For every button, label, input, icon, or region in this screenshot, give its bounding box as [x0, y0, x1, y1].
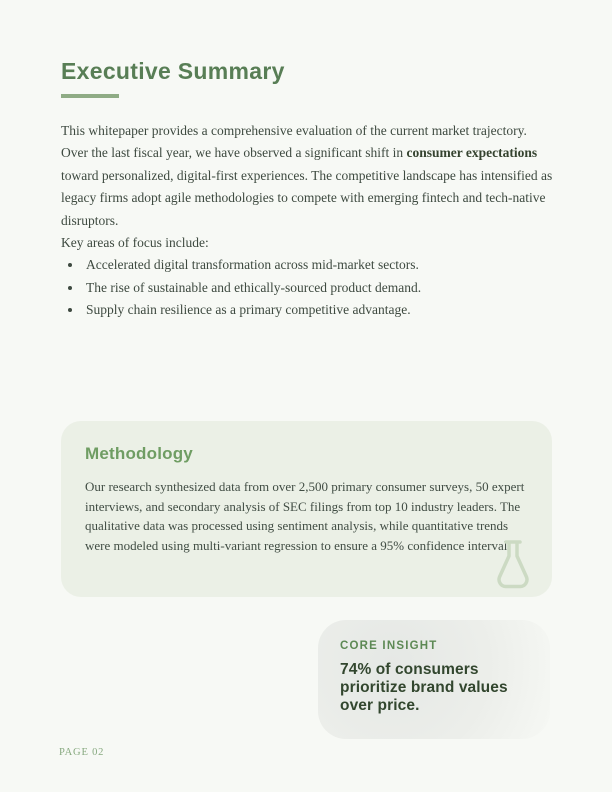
intro-paragraph-prefix: This whitepaper provides a comprehensive evaluation of the current market trajectory. Over the last fiscal year, we have observed a significant shift in — [61, 123, 527, 161]
intro-section — [61, 120, 555, 322]
methodology-card — [61, 421, 552, 597]
intro-paragraph — [61, 120, 555, 232]
list-item: • Accelerated digital transformation across mid-market sectors. — [83, 254, 555, 276]
flask-icon — [493, 538, 533, 590]
intro-paragraph-suffix: toward personalized, digital-first experiences. The competitive landscape has intensified as legacy firms adopt agile methodologies to compete with emerging fintech and tech-native disruptors. — [61, 167, 553, 228]
list-item: • Supply chain resilience as a primary competitive advantage. — [83, 299, 555, 321]
methodology-title: Methodology — [85, 444, 193, 463]
page-title: Executive Summary — [61, 58, 285, 84]
focus-list — [83, 254, 555, 321]
core-insight-card — [318, 620, 550, 739]
list-item: • The rise of sustainable and ethically-sourced product demand. — [83, 277, 555, 299]
intro-paragraph-emphasis: consumer expectations — [406, 145, 538, 161]
core-insight-label: CORE INSIGHT — [340, 640, 438, 652]
title-underline — [61, 94, 119, 98]
focus-intro: Key areas of focus include: — [61, 235, 209, 251]
core-insight-text: 74% of consumers prioritize brand values over price. — [340, 661, 508, 714]
page-number: PAGE 02 — [59, 747, 105, 758]
methodology-body: Our research synthesized data from over 2,500 primary consumer surveys, 50 expert interviews, and secondary analysis of SEC filings from top 10 industry leaders. The qualitative data was processed using sentiment analysis, while quantitative trends were modeled using multi-variant regression to ensure a 95% confidence interval. — [85, 479, 525, 553]
